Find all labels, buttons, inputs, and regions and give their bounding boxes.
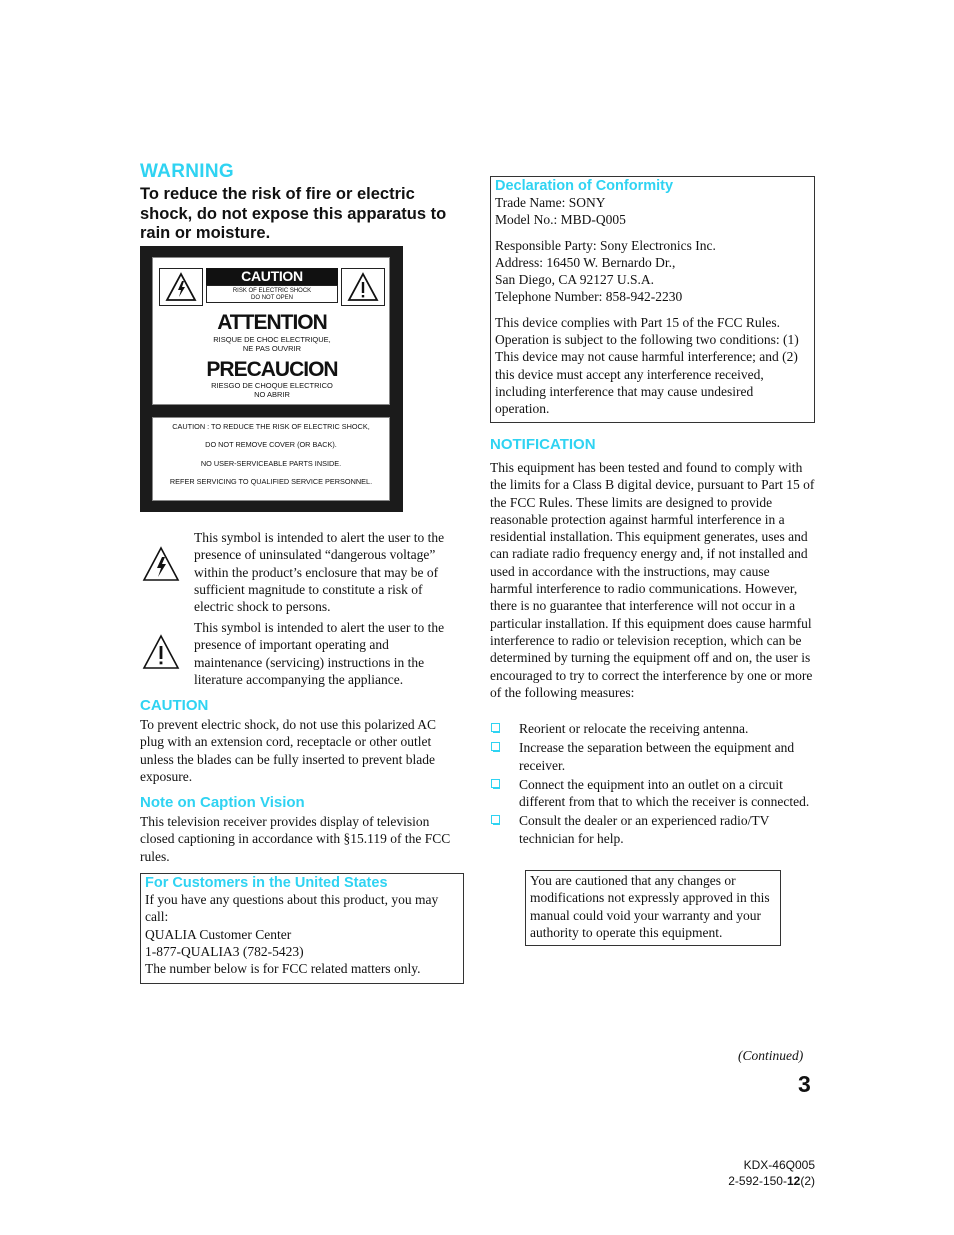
- checkbox-bullet-icon: [491, 723, 499, 732]
- model-code: KDX-46Q005: [743, 1158, 815, 1172]
- list-item-text: Consult the dealer or an experienced radio/TV technician for help.: [519, 813, 770, 846]
- document-code-revision: 12: [786, 1174, 801, 1188]
- attention-heading: ATTENTION: [217, 311, 327, 334]
- caption-vision-text: This television receiver provides display of television closed captioning in accordance with §15.119 of the FCC rules.: [140, 814, 451, 864]
- responsible-party: Responsible Party: Sony Electronics Inc.: [495, 237, 716, 253]
- precaucion-subtext-line: RIESGO DE CHOQUE ELECTRICO: [211, 381, 333, 390]
- us-customers-line: The number below is for FCC related matters only.: [145, 961, 421, 977]
- list-item-text: Increase the separation between the equipment and receiver.: [519, 740, 795, 773]
- instruction-line: CAUTION : TO REDUCE THE RISK OF ELECTRIC SHOCK,: [172, 422, 370, 431]
- caution-banner: CAUTION: [206, 268, 338, 285]
- caution-subtext-line: RISK OF ELECTRIC SHOCK: [232, 288, 312, 294]
- warning-text: To reduce the risk of fire or electric shock, do not expose this apparatus to rain or moisture.: [140, 185, 447, 242]
- address-line: San Diego, CA 92127 U.S.A.: [495, 272, 655, 288]
- checkbox-bullet-icon: [491, 815, 499, 824]
- model-number: Model No.: MBD-Q005: [495, 212, 626, 228]
- lightning-triangle-icon: [159, 268, 203, 306]
- checkbox-bullet-icon: [491, 779, 499, 788]
- attention-subtext-line: RISQUE DE CHOC ELECTRIQUE,: [213, 335, 331, 344]
- document-code-prefix: 2-592-150-: [728, 1174, 787, 1188]
- instruction-line: REFER SERVICING TO QUALIFIED SERVICE PERSONNEL.: [169, 476, 373, 486]
- precaucion-subtext-line: NO ABRIR: [254, 390, 290, 399]
- instruction-line: NO USER-SERVICEABLE PARTS INSIDE.: [200, 458, 342, 468]
- document-code-suffix: (2): [800, 1174, 815, 1188]
- caution-heading: CAUTION: [140, 697, 209, 714]
- list-item: [490, 812, 815, 847]
- exclamation-symbol-description: This symbol is intended to alert the user to the presence of important operating and maintenance (servicing) instructions in the literature accompanying the appliance.: [194, 620, 445, 687]
- fcc-compliance-text: This device complies with Part 15 of the FCC Rules. Operation is subject to the following two conditions: (1) This device may not cause harmful interference; and (2) this device must accept any interference received, including interference that may cause undesired operation.: [495, 314, 799, 417]
- checkbox-bullet-icon: [491, 742, 499, 751]
- exclamation-symbol-icon: [142, 634, 180, 670]
- declaration-heading: Declaration of Conformity: [495, 178, 674, 194]
- continued-label: (Continued): [738, 1048, 804, 1063]
- list-item: [490, 720, 815, 737]
- telephone-number: Telephone Number: 858-942-2230: [495, 289, 683, 305]
- attention-subtext-line: NE PAS OUVRIR: [242, 344, 302, 353]
- list-item-text: Connect the equipment into an outlet on a circuit different from that to which the receiver is connected.: [519, 776, 810, 810]
- declaration-of-conformity-box: [490, 176, 815, 423]
- caution-subtext: [206, 285, 338, 303]
- page-number: 3: [798, 1071, 811, 1097]
- us-customers-heading: For Customers in the United States: [145, 875, 388, 891]
- document-code: [700, 1173, 815, 1189]
- trade-name: Trade Name: SONY: [495, 195, 606, 210]
- us-customers-phone: 1-877-QUALIA3 (782-5423): [145, 943, 304, 959]
- warning-title: WARNING: [140, 161, 234, 182]
- notification-heading: NOTIFICATION: [490, 436, 596, 453]
- us-customers-line: If you have any questions about this product, you may call:: [145, 892, 439, 925]
- lightning-symbol-icon: [142, 546, 180, 582]
- precaucion-heading: PRECAUCION: [206, 358, 338, 381]
- caution-label-instructions: [152, 417, 390, 501]
- list-item: [490, 739, 815, 774]
- attention-subtext: [153, 335, 391, 353]
- list-item: [490, 776, 815, 811]
- exclamation-triangle-icon: [341, 268, 385, 306]
- instruction-line: DO NOT REMOVE COVER (OR BACK).: [205, 440, 337, 450]
- address-line: Address: 16450 W. Bernardo Dr.,: [495, 254, 676, 270]
- list-item-text: Reorient or relocate the receiving antenna.: [519, 721, 749, 736]
- precaucion-subtext: [153, 381, 391, 399]
- caption-vision-heading: Note on Caption Vision: [140, 794, 305, 811]
- lightning-symbol-description: This symbol is intended to alert the user to the presence of uninsulated “dangerous voltage” within the product’s enclosure that may be of sufficient magnitude to constitute a risk of electric shock to persons.: [194, 530, 445, 615]
- caution-label-panel: [152, 257, 390, 405]
- us-customers-box: [140, 873, 464, 984]
- caution-text: To prevent electric shock, do not use this polarized AC plug with an extension cord, receptacle or other outlet unless the blades can be fully inserted to prevent blade exposure.: [140, 717, 436, 784]
- caution-subtext-line: DO NOT OPEN: [251, 295, 293, 301]
- notification-text: This equipment has been tested and found to comply with the limits for a Class B digital device, pursuant to Part 15 of the FCC Rules. These limits are designed to provide reasonable protection against harmful interference in a residential installation. This equipment generates, uses and can radiate radio frequency energy and, if not installed and used in accordance with the instructions, may cause harmful interference to radio communications. However, there is no guarantee that interference will not occur in a particular installation. If this equipment does cause harmful interference to radio or television reception, which can be determined by turning the equipment off and on, the user is encouraged to try to correct the interference by one or more of the following measures:: [490, 460, 815, 700]
- modifications-warning-box: You are cautioned that any changes or modifications not expressly approved in this manual could void your warranty and your authority to operate this equipment.: [525, 870, 781, 946]
- measures-list: [490, 720, 815, 849]
- us-customers-line: QUALIA Customer Center: [145, 926, 292, 942]
